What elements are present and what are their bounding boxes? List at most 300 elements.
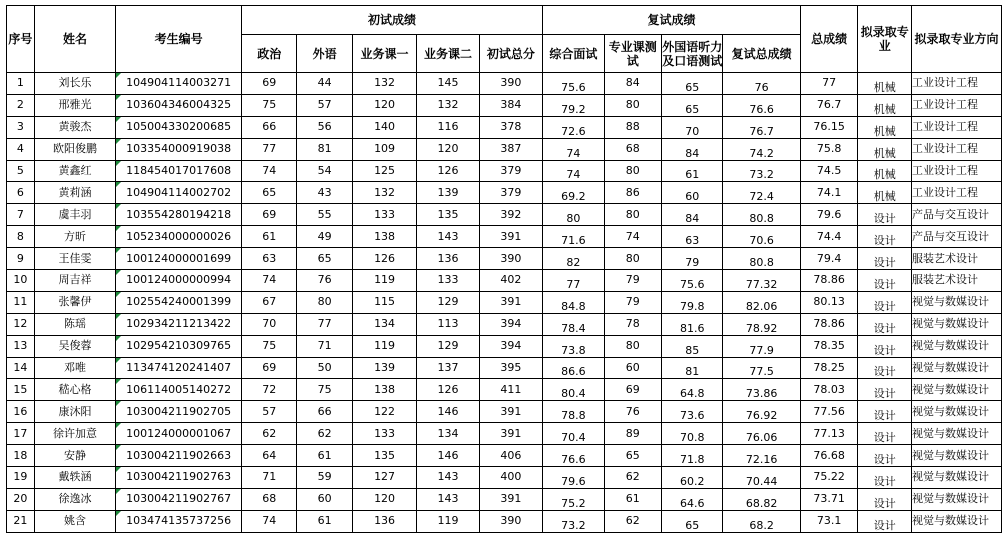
header-prelim-total[interactable]: 初试总分 [479,35,542,73]
cell-politics[interactable]: 70 [242,313,297,335]
cell-prelim-total[interactable]: 391 [479,401,542,423]
cell-prelim-total[interactable]: 387 [479,138,542,160]
header-prelim-group[interactable]: 初试成绩 [242,6,543,35]
cell-foreign-language[interactable]: 81 [297,138,352,160]
cell-interview[interactable]: 80 [543,204,604,226]
cell-total[interactable]: 76.15 [800,116,858,138]
cell-foreign-language[interactable]: 57 [297,94,352,116]
cell-major[interactable]: 设计 [858,270,912,292]
cell-professional-test[interactable]: 76 [604,401,661,423]
cell-total[interactable]: 76.68 [800,445,858,467]
cell-prelim-total[interactable]: 392 [479,204,542,226]
cell-politics[interactable]: 64 [242,445,297,467]
cell-prelim-total[interactable]: 390 [479,510,542,532]
cell-direction[interactable]: 工业设计工程 [912,116,1002,138]
cell-interview[interactable]: 70.4 [543,423,604,445]
cell-major[interactable]: 机械 [858,94,912,116]
cell-name[interactable]: 邢雅光 [34,94,115,116]
cell-course-two[interactable]: 129 [417,335,479,357]
cell-retest-total[interactable]: 68.82 [723,488,800,510]
cell-foreign-language[interactable]: 65 [297,248,352,270]
cell-prelim-total[interactable]: 390 [479,248,542,270]
cell-course-two[interactable]: 136 [417,248,479,270]
cell-major[interactable]: 机械 [858,73,912,95]
cell-interview[interactable]: 74 [543,138,604,160]
cell-course-two[interactable]: 143 [417,488,479,510]
cell-total[interactable]: 77.13 [800,423,858,445]
cell-oral-test[interactable]: 71.8 [661,445,722,467]
header-direction[interactable]: 拟录取专业方向 [912,6,1002,73]
cell-politics[interactable]: 69 [242,73,297,95]
cell-course-one[interactable]: 135 [352,445,416,467]
cell-foreign-language[interactable]: 61 [297,445,352,467]
cell-oral-test[interactable]: 65 [661,94,722,116]
cell-course-one[interactable]: 133 [352,423,416,445]
cell-course-two[interactable]: 134 [417,423,479,445]
cell-exam-id[interactable]: 102954210309765 [116,335,242,357]
cell-total[interactable]: 73.1 [800,510,858,532]
cell-interview[interactable]: 73.2 [543,510,604,532]
cell-oral-test[interactable]: 81.6 [661,313,722,335]
cell-foreign-language[interactable]: 77 [297,313,352,335]
cell-oral-test[interactable]: 65 [661,73,722,95]
cell-prelim-total[interactable]: 411 [479,379,542,401]
header-professional-test[interactable]: 专业课测试 [604,35,661,73]
cell-retest-total[interactable]: 76.92 [723,401,800,423]
cell-retest-total[interactable]: 78.92 [723,313,800,335]
cell-oral-test[interactable]: 70 [661,116,722,138]
cell-professional-test[interactable]: 88 [604,116,661,138]
cell-interview[interactable]: 78.4 [543,313,604,335]
cell-oral-test[interactable]: 70.8 [661,423,722,445]
cell-seq[interactable]: 10 [7,270,35,292]
cell-name[interactable]: 邓唯 [34,357,115,379]
cell-seq[interactable]: 4 [7,138,35,160]
cell-total[interactable]: 79.4 [800,248,858,270]
cell-retest-total[interactable]: 77.9 [723,335,800,357]
cell-interview[interactable]: 79.6 [543,467,604,489]
cell-direction[interactable]: 视觉与数媒设计 [912,335,1002,357]
cell-exam-id[interactable]: 103004211902663 [116,445,242,467]
cell-name[interactable]: 康沐阳 [34,401,115,423]
cell-course-one[interactable]: 136 [352,510,416,532]
cell-total[interactable]: 77.56 [800,401,858,423]
cell-politics[interactable]: 72 [242,379,297,401]
cell-name[interactable]: 黄莉涵 [34,182,115,204]
cell-politics[interactable]: 77 [242,138,297,160]
cell-prelim-total[interactable]: 394 [479,335,542,357]
cell-course-two[interactable]: 119 [417,510,479,532]
cell-name[interactable]: 方昕 [34,226,115,248]
cell-total[interactable]: 74.4 [800,226,858,248]
cell-course-two[interactable]: 133 [417,270,479,292]
cell-course-one[interactable]: 119 [352,270,416,292]
cell-name[interactable]: 张馨伊 [34,291,115,313]
cell-seq[interactable]: 9 [7,248,35,270]
cell-course-one[interactable]: 126 [352,248,416,270]
cell-major[interactable]: 设计 [858,423,912,445]
cell-oral-test[interactable]: 79.8 [661,291,722,313]
cell-course-one[interactable]: 139 [352,357,416,379]
cell-major[interactable]: 设计 [858,204,912,226]
cell-major[interactable]: 设计 [858,379,912,401]
header-name[interactable]: 姓名 [34,6,115,73]
cell-name[interactable]: 徐许加意 [34,423,115,445]
cell-interview[interactable]: 75.6 [543,73,604,95]
cell-exam-id[interactable]: 103004211902763 [116,467,242,489]
cell-seq[interactable]: 11 [7,291,35,313]
cell-exam-id[interactable]: 100124000000994 [116,270,242,292]
cell-oral-test[interactable]: 84 [661,204,722,226]
cell-interview[interactable]: 82 [543,248,604,270]
cell-major[interactable]: 设计 [858,248,912,270]
cell-professional-test[interactable]: 80 [604,160,661,182]
header-foreign-language[interactable]: 外语 [297,35,352,73]
cell-retest-total[interactable]: 76 [723,73,800,95]
cell-professional-test[interactable]: 79 [604,291,661,313]
cell-total[interactable]: 78.25 [800,357,858,379]
cell-politics[interactable]: 71 [242,467,297,489]
cell-oral-test[interactable]: 73.6 [661,401,722,423]
cell-prelim-total[interactable]: 395 [479,357,542,379]
cell-direction[interactable]: 视觉与数媒设计 [912,467,1002,489]
cell-prelim-total[interactable]: 379 [479,160,542,182]
cell-retest-total[interactable]: 68.2 [723,510,800,532]
cell-foreign-language[interactable]: 80 [297,291,352,313]
cell-direction[interactable]: 视觉与数媒设计 [912,488,1002,510]
cell-course-two[interactable]: 139 [417,182,479,204]
cell-major[interactable]: 机械 [858,116,912,138]
cell-professional-test[interactable]: 84 [604,73,661,95]
cell-prelim-total[interactable]: 378 [479,116,542,138]
cell-major[interactable]: 设计 [858,226,912,248]
cell-retest-total[interactable]: 70.44 [723,467,800,489]
cell-foreign-language[interactable]: 76 [297,270,352,292]
cell-interview[interactable]: 75.2 [543,488,604,510]
cell-direction[interactable]: 视觉与数媒设计 [912,510,1002,532]
cell-major[interactable]: 机械 [858,138,912,160]
cell-retest-total[interactable]: 72.16 [723,445,800,467]
cell-direction[interactable]: 服装艺术设计 [912,270,1002,292]
cell-professional-test[interactable]: 79 [604,270,661,292]
cell-politics[interactable]: 65 [242,182,297,204]
cell-total[interactable]: 79.6 [800,204,858,226]
cell-name[interactable]: 陈瑶 [34,313,115,335]
cell-exam-id[interactable]: 103554280194218 [116,204,242,226]
cell-course-two[interactable]: 113 [417,313,479,335]
cell-professional-test[interactable]: 60 [604,357,661,379]
cell-professional-test[interactable]: 80 [604,204,661,226]
cell-retest-total[interactable]: 82.06 [723,291,800,313]
cell-prelim-total[interactable]: 379 [479,182,542,204]
cell-foreign-language[interactable]: 50 [297,357,352,379]
cell-foreign-language[interactable]: 75 [297,379,352,401]
cell-total[interactable]: 78.86 [800,313,858,335]
cell-course-one[interactable]: 125 [352,160,416,182]
cell-exam-id[interactable]: 104904114003271 [116,73,242,95]
cell-name[interactable]: 王佳雯 [34,248,115,270]
cell-retest-total[interactable]: 77.5 [723,357,800,379]
cell-direction[interactable]: 视觉与数媒设计 [912,423,1002,445]
cell-seq[interactable]: 18 [7,445,35,467]
cell-exam-id[interactable]: 103354000919038 [116,138,242,160]
cell-exam-id[interactable]: 100124000001699 [116,248,242,270]
cell-name[interactable]: 黄骏杰 [34,116,115,138]
cell-retest-total[interactable]: 76.7 [723,116,800,138]
cell-seq[interactable]: 1 [7,73,35,95]
cell-course-one[interactable]: 115 [352,291,416,313]
cell-retest-total[interactable]: 74.2 [723,138,800,160]
cell-direction[interactable]: 视觉与数媒设计 [912,445,1002,467]
header-retest-group[interactable]: 复试成绩 [543,6,801,35]
cell-exam-id[interactable]: 106114005140272 [116,379,242,401]
cell-prelim-total[interactable]: 391 [479,488,542,510]
cell-direction[interactable]: 视觉与数媒设计 [912,379,1002,401]
header-major[interactable]: 拟录取专业 [858,6,912,73]
cell-course-two[interactable]: 145 [417,73,479,95]
cell-politics[interactable]: 61 [242,226,297,248]
cell-prelim-total[interactable]: 391 [479,226,542,248]
cell-oral-test[interactable]: 75.6 [661,270,722,292]
cell-seq[interactable]: 14 [7,357,35,379]
cell-direction[interactable]: 视觉与数媒设计 [912,291,1002,313]
cell-major[interactable]: 设计 [858,335,912,357]
cell-oral-test[interactable]: 64.6 [661,488,722,510]
cell-name[interactable]: 嵇心格 [34,379,115,401]
cell-professional-test[interactable]: 78 [604,313,661,335]
cell-politics[interactable]: 57 [242,401,297,423]
cell-prelim-total[interactable]: 400 [479,467,542,489]
cell-direction[interactable]: 服装艺术设计 [912,248,1002,270]
cell-retest-total[interactable]: 73.2 [723,160,800,182]
cell-interview[interactable]: 86.6 [543,357,604,379]
cell-oral-test[interactable]: 60 [661,182,722,204]
cell-direction[interactable]: 工业设计工程 [912,73,1002,95]
cell-retest-total[interactable]: 70.6 [723,226,800,248]
cell-total[interactable]: 74.1 [800,182,858,204]
cell-total[interactable]: 73.71 [800,488,858,510]
cell-interview[interactable]: 73.8 [543,335,604,357]
cell-seq[interactable]: 20 [7,488,35,510]
cell-politics[interactable]: 69 [242,357,297,379]
cell-oral-test[interactable]: 61 [661,160,722,182]
cell-direction[interactable]: 视觉与数媒设计 [912,401,1002,423]
header-retest-total[interactable]: 复试总成绩 [723,35,800,73]
cell-retest-total[interactable]: 80.8 [723,204,800,226]
cell-major[interactable]: 设计 [858,291,912,313]
cell-politics[interactable]: 66 [242,116,297,138]
header-interview[interactable]: 综合面试 [543,35,604,73]
cell-course-two[interactable]: 146 [417,401,479,423]
cell-oral-test[interactable]: 65 [661,510,722,532]
cell-professional-test[interactable]: 65 [604,445,661,467]
cell-interview[interactable]: 69.2 [543,182,604,204]
cell-course-one[interactable]: 138 [352,379,416,401]
header-course-two[interactable]: 业务课二 [417,35,479,73]
cell-seq[interactable]: 17 [7,423,35,445]
cell-oral-test[interactable]: 84 [661,138,722,160]
cell-oral-test[interactable]: 63 [661,226,722,248]
cell-total[interactable]: 80.13 [800,291,858,313]
cell-course-one[interactable]: 133 [352,204,416,226]
cell-exam-id[interactable]: 102554240001399 [116,291,242,313]
cell-seq[interactable]: 13 [7,335,35,357]
cell-professional-test[interactable]: 62 [604,467,661,489]
cell-total[interactable]: 78.86 [800,270,858,292]
cell-course-one[interactable]: 138 [352,226,416,248]
cell-total[interactable]: 74.5 [800,160,858,182]
cell-interview[interactable]: 72.6 [543,116,604,138]
cell-interview[interactable]: 76.6 [543,445,604,467]
cell-professional-test[interactable]: 80 [604,248,661,270]
cell-retest-total[interactable]: 76.06 [723,423,800,445]
cell-seq[interactable]: 2 [7,94,35,116]
cell-foreign-language[interactable]: 61 [297,510,352,532]
cell-politics[interactable]: 74 [242,510,297,532]
cell-course-one[interactable]: 134 [352,313,416,335]
cell-oral-test[interactable]: 79 [661,248,722,270]
cell-exam-id[interactable]: 105234000000026 [116,226,242,248]
cell-name[interactable]: 姚含 [34,510,115,532]
cell-professional-test[interactable]: 80 [604,335,661,357]
cell-retest-total[interactable]: 72.4 [723,182,800,204]
cell-foreign-language[interactable]: 66 [297,401,352,423]
cell-course-two[interactable]: 120 [417,138,479,160]
cell-seq[interactable]: 7 [7,204,35,226]
header-exam-id[interactable]: 考生编号 [116,6,242,73]
cell-foreign-language[interactable]: 71 [297,335,352,357]
cell-interview[interactable]: 71.6 [543,226,604,248]
cell-major[interactable]: 设计 [858,401,912,423]
cell-course-two[interactable]: 126 [417,379,479,401]
cell-total[interactable]: 76.7 [800,94,858,116]
cell-politics[interactable]: 62 [242,423,297,445]
cell-direction[interactable]: 视觉与数媒设计 [912,357,1002,379]
cell-interview[interactable]: 77 [543,270,604,292]
cell-interview[interactable]: 74 [543,160,604,182]
cell-exam-id[interactable]: 105004330200685 [116,116,242,138]
cell-seq[interactable]: 12 [7,313,35,335]
cell-exam-id[interactable]: 103004211902705 [116,401,242,423]
cell-exam-id[interactable]: 113474120241407 [116,357,242,379]
cell-course-one[interactable]: 132 [352,182,416,204]
cell-seq[interactable]: 21 [7,510,35,532]
cell-seq[interactable]: 6 [7,182,35,204]
cell-prelim-total[interactable]: 406 [479,445,542,467]
cell-name[interactable]: 刘长乐 [34,73,115,95]
cell-name[interactable]: 虞丰羽 [34,204,115,226]
cell-major[interactable]: 设计 [858,357,912,379]
cell-politics[interactable]: 74 [242,270,297,292]
header-total[interactable]: 总成绩 [800,6,858,73]
cell-major[interactable]: 设计 [858,313,912,335]
cell-major[interactable]: 机械 [858,182,912,204]
cell-interview[interactable]: 78.8 [543,401,604,423]
cell-retest-total[interactable]: 73.86 [723,379,800,401]
cell-direction[interactable]: 工业设计工程 [912,94,1002,116]
cell-major[interactable]: 机械 [858,160,912,182]
cell-course-two[interactable]: 129 [417,291,479,313]
cell-foreign-language[interactable]: 54 [297,160,352,182]
cell-major[interactable]: 设计 [858,488,912,510]
cell-name[interactable]: 安静 [34,445,115,467]
cell-retest-total[interactable]: 80.8 [723,248,800,270]
cell-seq[interactable]: 5 [7,160,35,182]
cell-course-two[interactable]: 116 [417,116,479,138]
cell-exam-id[interactable]: 100124000001067 [116,423,242,445]
cell-name[interactable]: 吴俊蓉 [34,335,115,357]
cell-course-two[interactable]: 143 [417,467,479,489]
cell-direction[interactable]: 视觉与数媒设计 [912,313,1002,335]
cell-course-two[interactable]: 137 [417,357,479,379]
cell-exam-id[interactable]: 103604346004325 [116,94,242,116]
cell-exam-id[interactable]: 118454017017608 [116,160,242,182]
cell-course-one[interactable]: 132 [352,73,416,95]
cell-major[interactable]: 设计 [858,510,912,532]
cell-exam-id[interactable]: 104904114002702 [116,182,242,204]
cell-total[interactable]: 78.35 [800,335,858,357]
cell-politics[interactable]: 75 [242,94,297,116]
cell-foreign-language[interactable]: 62 [297,423,352,445]
cell-retest-total[interactable]: 76.6 [723,94,800,116]
cell-course-two[interactable]: 132 [417,94,479,116]
cell-prelim-total[interactable]: 384 [479,94,542,116]
cell-total[interactable]: 78.03 [800,379,858,401]
cell-prelim-total[interactable]: 390 [479,73,542,95]
cell-course-two[interactable]: 135 [417,204,479,226]
cell-exam-id[interactable]: 103474135737256 [116,510,242,532]
cell-prelim-total[interactable]: 394 [479,313,542,335]
cell-seq[interactable]: 15 [7,379,35,401]
cell-course-two[interactable]: 126 [417,160,479,182]
cell-foreign-language[interactable]: 56 [297,116,352,138]
cell-seq[interactable]: 16 [7,401,35,423]
header-oral-test[interactable]: 外国语听力及口语测试 [661,35,722,73]
cell-name[interactable]: 戴轶涵 [34,467,115,489]
cell-total[interactable]: 75.8 [800,138,858,160]
cell-professional-test[interactable]: 74 [604,226,661,248]
cell-professional-test[interactable]: 80 [604,94,661,116]
header-politics[interactable]: 政治 [242,35,297,73]
cell-politics[interactable]: 67 [242,291,297,313]
cell-seq[interactable]: 8 [7,226,35,248]
cell-course-one[interactable]: 120 [352,488,416,510]
cell-professional-test[interactable]: 86 [604,182,661,204]
cell-professional-test[interactable]: 61 [604,488,661,510]
cell-direction[interactable]: 产品与交互设计 [912,226,1002,248]
cell-oral-test[interactable]: 64.8 [661,379,722,401]
cell-total[interactable]: 77 [800,73,858,95]
cell-direction[interactable]: 工业设计工程 [912,182,1002,204]
cell-prelim-total[interactable]: 391 [479,291,542,313]
cell-seq[interactable]: 19 [7,467,35,489]
cell-foreign-language[interactable]: 44 [297,73,352,95]
cell-politics[interactable]: 68 [242,488,297,510]
cell-professional-test[interactable]: 69 [604,379,661,401]
cell-name[interactable]: 徐逸冰 [34,488,115,510]
cell-course-two[interactable]: 146 [417,445,479,467]
cell-professional-test[interactable]: 68 [604,138,661,160]
cell-total[interactable]: 75.22 [800,467,858,489]
cell-exam-id[interactable]: 103004211902767 [116,488,242,510]
cell-oral-test[interactable]: 60.2 [661,467,722,489]
cell-politics[interactable]: 69 [242,204,297,226]
cell-politics[interactable]: 63 [242,248,297,270]
cell-foreign-language[interactable]: 59 [297,467,352,489]
cell-name[interactable]: 周吉祥 [34,270,115,292]
cell-course-one[interactable]: 109 [352,138,416,160]
cell-course-one[interactable]: 120 [352,94,416,116]
